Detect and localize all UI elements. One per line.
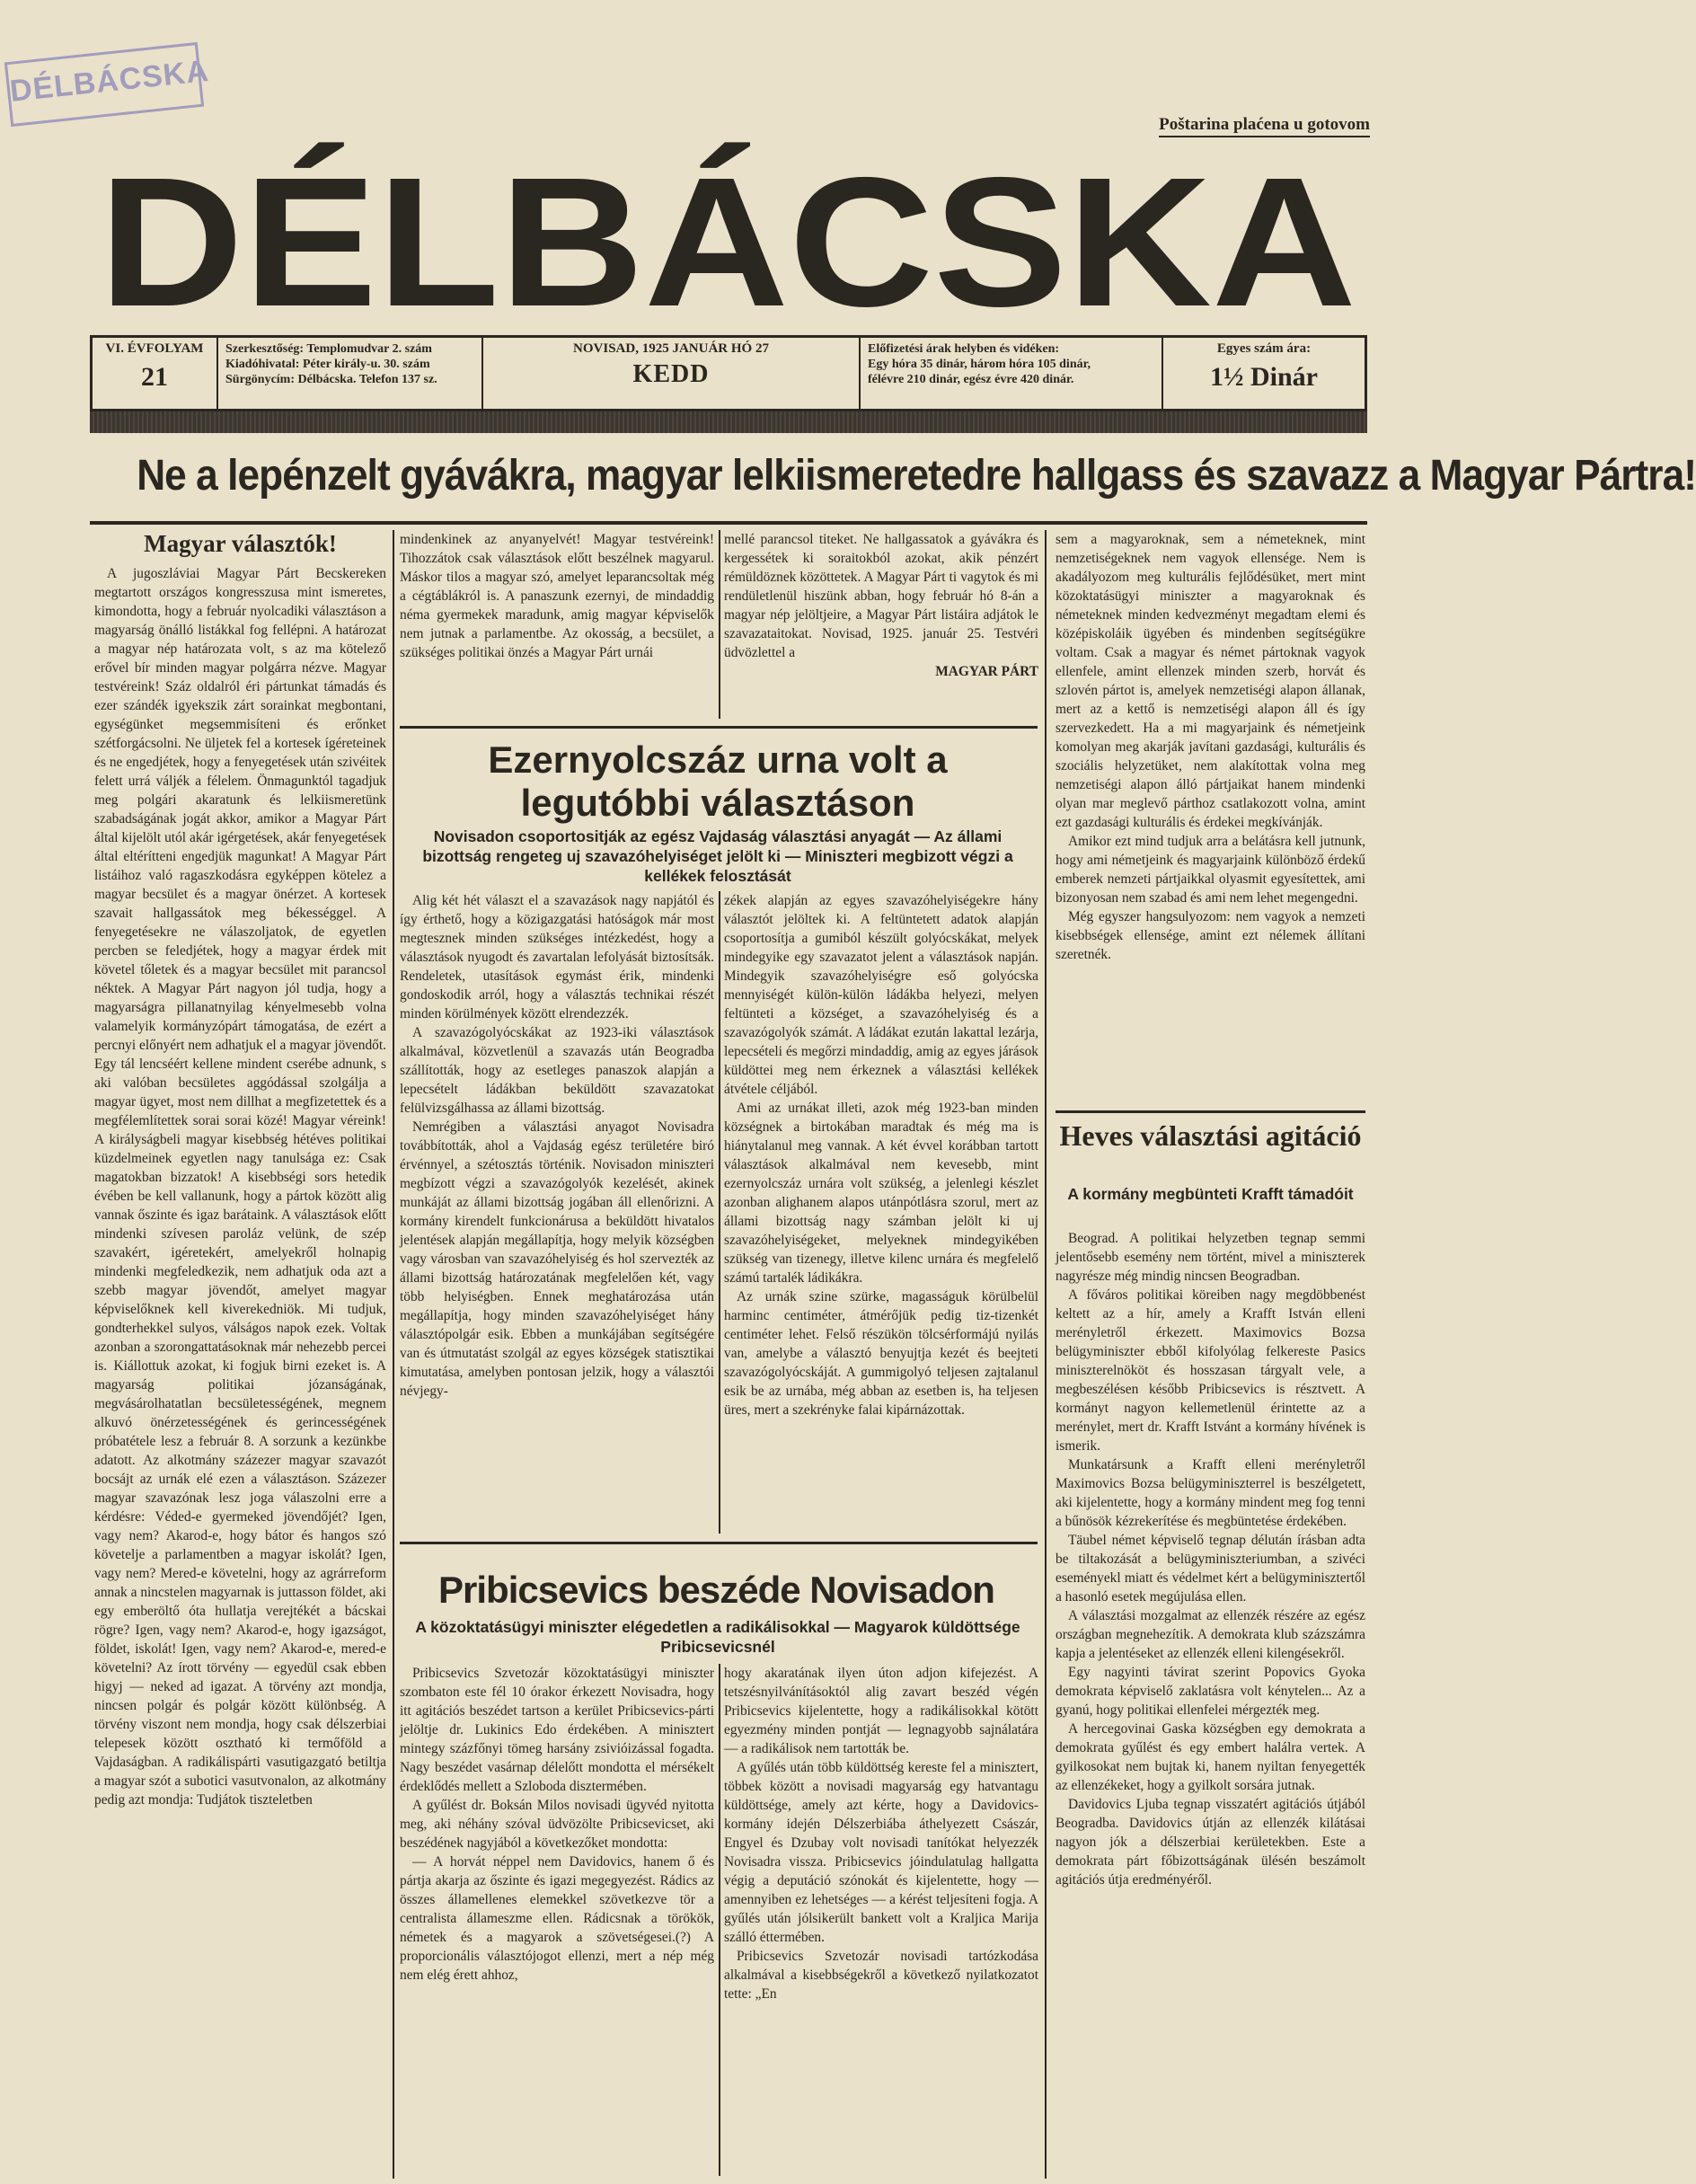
paragraph: A gyűlést dr. Boksán Milos novisadi ügyvéd nyitotta meg, aki néhány szóval üdvözölte Pribicsevicset, aki beszédének nagyjából a következőket mondotta: [400, 1798, 714, 1851]
column-divider [1045, 530, 1047, 2179]
headline-urna: Ezernyolcszáz urna volt a legutóbbi választáson [488, 738, 948, 824]
paragraph: A főváros politikai köreiben nagy megdöbbenést keltett az a hír, amely a Krafft István elleni merényletről érkezett. Maximovics Bozsa belügyminiszter ebből kifolyólag felkereste Pasics miniszterelnököt és hosszasan tárgyalt vele, a megbeszélésen később Pribicsevics is résztvett. A kormányt nagyon kellemetlenül érintette az a merénylet, mert dr. Krafft Istvánt a kormány hívének is ismerik. [1056, 1287, 1365, 1454]
article-heading-magyar-valasztok: Magyar választók! [144, 530, 337, 557]
subhead-urna: Novisadon csoportositják az egész Vajdaság választási anyagát — Az állami bizottság rengeteg uj szavazóhelyiséget jelölt ki — Miniszteri megbizott végzi a kellékek felosztását [422, 827, 1013, 885]
banner-slogan: Ne a lepénzelt gyávákra, magyar lelkiismeretedre hallgass és szavazz a Magyar Pártra! [137, 452, 1696, 500]
office-cell [218, 338, 483, 409]
paragraph: A jugoszláviai Magyar Párt Becskereken megtartott országos kongresszusa mint ismeretes, kimondotta, hogy a február nyolcadiki választáson a magyarság önálló listákkal fog fellépni. A határozat a magyar nép határozata volt, s az ma kötelező erővel bír minden magyar polgárra nézve. Magyar testvéreink! Száz oldalról éri pártunkat támadás és ezer szándék igyekszik zárt sorainkat megbontani, egységünket megsemmisíteni és erőnket szétforgácsolni. Ne üljetek fel a kortesek ígéreteinek és ne engedjétek, hogy a fenyegetések után szivéitek felett urrá váljék a félelem. Önmagunktól tagadjuk meg polgári akaratunk és lelkiismeretünk szabadságának jogát akkor, amikor a Magyar Párt által kijelölt utól akár igérgetések, akár fenyegetések által eltérítteni engedjük magunkat! A Magyar Párt listáihoz való ragaszkodásra egyképpen kötelez a magyar becsület és a magyar önérzet. A kortesek szavait hallgassátok meg békességgel. A fenyegetésekre ne válaszoljatok, de egyetlen percben se feledjétek, hogy a magyar érdek mit követel tőletek és a magyar becsület mit parancsol néktek. A Magyar Párt nagyon jól tudja, hogy a magyarságra pillanatnyilag kényelmesebb volna valamelyik kormányzópárt támogatása, de ezért a percnyi előnyért nem adhatjuk el a magyar jövendőt. Egy tál lencséért kellene mindent cserébe adnunk, s aki valóban becsületes aggódással szolgálja a magyar ügyet, most nem dillhat a megfizetettek és a megfélemlítettek sorai sorai közé! Magyar véreink! A királyságbeli magyar kisebbség hétéves politikai küzdelmeinek egyetlen nagy tanulsága ez: Csak magatokban bizzatok! A kisebbségi sors hetedik évében be kell vallanunk, hogy a pártok között alig vannak őszinte és igaz barátaink. A választások előtt mindenki szívesen paroláz velünk, de szép szavakért, igéretekért, amelyekről holnapig mindenki megfeledkezik, nem adhatjuk oda azt a szebb magyar jövendőt, amelyet magyar képviselőknek kell kiverekedniök. Mi tudjuk, gondterhekkel sulyos, válságos napok ezek. Voltak azonban a szorongattatásoknak már nehezebb percei is. Kiállottuk azokat, ki fogjuk birni ezeket is. A magyarság politikai józanságának, megvásárolhatatlan becsületességének, megnem alkuvó önérzetességének és gerincességének próbatétele lesz a február 8. A sorzunk a kezünkbe adatott. Az alkotmány százezer magyar szavazót bocsájt az urnák elé ezen a választáson. Százezer magyar szavazónak lesz joga válaszolni erre a kérdésre: Véded-e gyermeked jövendőjét? Igen, vagy nem? Akarod-e, hogy bátor és hangos szó követelje a parlamentben a magyar iskolát? Igen, vagy nem? Mered-e követelni, hogy az agrárreform annak a nincstelen magyarnak is juttasson földet, aki egy emberöltő óta hullatja verejtékét a bácskai rögre? Igen, vagy nem? Akarod-e, hogy igazságot, földet, iskolát! Igen, vagy nem? Akarod-e, mered-e követelni? Az írott törvény — egyedül csak ebben higyj — neked ad igazat. A törvény azt mondja, nincsen polgár és polgár között különbség. A törvény viszont nem mondja, hogy csak délszerbiai telepesek között osztható ki termőföld a Vajdaságban. A radikálispárti vasutigazgató betiltja a magyar szót a subotici vasutvonalon, az alkotmány pedig azt mondja: Tudjátok tiszteletben [94, 566, 386, 1808]
info-bar [90, 335, 1367, 411]
paragraph: Ami az urnákat illeti, azok még 1923-ban minden községnek a birtokában maradtak és még ma is hiánytalanul meg vannak. A két évvel korábban tartott választások alkalmával nem kevesebb, mint ezernyolcszáz urnára volt szükség, a jelenlegi készlet azonban alighanem alapos utánpótlásra szorul, mert az állami bizottság nagy számban jelölt ki uj szavazóhelyiségeket, melyeknek mindegyikében szükség van tizenegy, illetve kilenc urnára és megfelelő számú tartalék ládikákra. [724, 1101, 1038, 1286]
paragraph: Pribicsevics Szvetozár novisadi tartózkodása alkalmával a kisebbségekről a következő nyilatkozatot tette: „En [724, 1949, 1038, 2002]
price-cell [1163, 338, 1365, 409]
office-line: Kiadóhivatal: Péter király-u. 30. szám [225, 358, 430, 371]
postage-note: Poštarina plaćena u gotovom [1159, 115, 1370, 137]
headline-pribicsevics: Pribicsevics beszéde Novisadon [438, 1569, 994, 1611]
paragraph: A választási mozgalmat az ellenzék részére az egész országban megnehezítik. A demokrata klub százszámra kapja a jelentéseket az ellenzék elleni kilengésekről. [1056, 1608, 1365, 1661]
paragraph: Pribicsevics Szvetozár közoktatásügyi miniszter szombaton este fél 10 órakor érkezett Novisadra, hogy itt agitációs beszédet tartson a kerület Pribicsevics-párti jelöltje dr. Lukinics Edo érdekében. A minisztert mintegy százfőnyi tömeg harsány zsivióizással fogadta. Nagy beszédet vasárnap délelőtt mondotta el mérsékelt érdeklődés mellett a Szloboda disztermében. [400, 1666, 714, 1794]
paragraph: A szavazógolyócskákat az 1923-iki választások alkalmával, közvetlenül a szavazás után Beogradba szállították, hogy az esetleges panaszok alapján a lepecsételt ládákban beküldött szavazatokat felülvizsgálhassa az állami bizottság. [400, 1025, 714, 1116]
signature: MAGYAR PÁRT [935, 664, 1038, 679]
paragraph: mellé parancsol titeket. Ne hallgassatok a gyávákra és kergessétek ki soraitokból azokat, akik pénzért rémüldöznek közöttetek. A Magyar Párt ti vagytok és mi rendületlenül hiszünk abban, hogy február hó 8-án a magyar nép jelöltjeire, a Magyar Párt listáira adjátok le szavazataitokat. Novisad, 1925. január 25. Testvéri üdvözlettel a [724, 532, 1038, 660]
paragraph: Még egyszer hangsulyozom: nem vagyok a nemzeti kisebbségek ellensége, amint ezt nélemek állítani szeretnék. [1056, 909, 1365, 962]
masthead-text: DÉLBÁCSKA [99, 139, 1356, 345]
paragraph: — A horvát néppel nem Davidovics, hanem ő és pártja akarja az őszinte és igazi megegyezést. Rádics az összes államellenes elemekkel szövetkezve tör a centralista állameszme ellen. Rádicsnak a törökök, németek és a magyarok a szövetségesei.(?) A proporcionális választójogot ellenzi, mert a nép még nem elég érett ahhoz, [400, 1854, 714, 1983]
paragraph: Beograd. A politikai helyzetben tegnap semmi jelentősebb esemény nem történt, mivel a miniszterek nagyrésze még mindig nincsen Beogradban. [1056, 1231, 1365, 1284]
article-magyar-valasztok [94, 564, 386, 2177]
paragraph: A hercegovinai Gaska községben egy demokrata a demokrata gyűlést és egy embert halálra vertek. A gyilkosokat nem bujtak ki, hanem nyiltan fenyegették az ellenzékeket, hogy a gyilkolt sorsára jutnak. [1056, 1721, 1365, 1793]
paragraph: Alig két hét választ el a szavazások nagy napjától és így érthető, hogy a közigazgatási hatóságok már most megtesznek minden szükséges intézkedést, hogy a választások nyugodt és zavartalan lefolyását biztosítsák. Rendeletek, utasítások egymást érik, mindenki gondoskodik arról, hogy a választás technikai részét minden körülmények között elrendezzék. [400, 893, 714, 1021]
column-divider [719, 530, 720, 719]
weekday: KEDD [632, 360, 710, 388]
paragraph: sem a magyaroknak, sem a németeknek, mint nemzetiségeknek nem vagyok ellensége. Nem is akadályozom meg kulturális fejlődésüket, mert mint közoktatásügyi miniszter a magyaroknak és németeknek minden kedvezményt megadtam elemi és középiskoláik ügyében és mindenben segítségükre voltam. Csak a magyar és német pártoknak vagyok ellenfele, amint ellenzek minden szerb, horvát és szlovén pártot is, amelyek nemzetiségi alapon állanak, mert az a kettő is nemzetiségi alapon áll és így szervezkedett. Ha a mi magyarjaink és németjeink komolyan meg akarják javítani gazdasági, kulturális és szociális helyzetüket, nem alakítottak volna meg nemzetiségi alapon álló pártjaikat hanem mindenki olyan mar meglevő párthoz csatlakozott volna, amint ezt gazdasági kulturális és érdekei megkívánják. [1056, 532, 1365, 830]
paragraph: Amikor ezt mind tudjuk arra a belátásra kell jutnunk, hogy ami németjeink és magyarjaink különböző érdekű emberek nemzeti pártjaikkal olyasmit egyesítettek, ami bizonyosan nem szabad és ami nem lehet megengedni. [1056, 834, 1365, 906]
price-value: 1½ Dinár [1210, 362, 1318, 392]
section-divider [1056, 1110, 1365, 1113]
article-heves [1056, 1229, 1365, 2177]
office-line: Sürgönycím: Délbácska. Telefon 137 sz. [225, 373, 437, 386]
headline-heves: Heves választási agitáció [1059, 1119, 1362, 1152]
issue-number: 21 [141, 362, 168, 392]
subscription-line: félévre 210 dinár, egész évre 420 dinár. [868, 373, 1074, 386]
ornamental-rule [90, 411, 1367, 433]
office-line: Szerkesztőség: Templomudvar 2. szám [225, 342, 432, 356]
subhead-pribicsevics: A közoktatásügyi miniszter elégedetlen a radikálisokkal — Magyarok küldöttsége Pribicsevicsnél [415, 1618, 1020, 1656]
section-divider [400, 1542, 1038, 1544]
paragraph: Az urnák szine szürke, magasságuk körülbelül harminc centiméter, átmérőjük pedig tiz-tizenkét centiméter lehet. Felső részükön tölcsérformájú nyilás van, amelybe a választó benyujtja kezét és beejteti szavazógolyócskáját. A gummigolyó teljesen zajtalanul esik be az urnába, még abban az esetben is, ha teljesen üres, mert a szekrényke falai kipárnázottak. [724, 1289, 1038, 1418]
price-label: Egyes szám ára: [1216, 341, 1312, 356]
article-continuation-col4 [1056, 530, 1365, 1105]
library-stamp: DÉLBÁCSKA [4, 42, 204, 127]
subhead-heves: A kormány megbünteti Krafft támadóit [1067, 1185, 1354, 1203]
column-divider [719, 1664, 720, 2176]
divider [90, 521, 1367, 525]
paragraph: hogy akaratának ilyen úton adjon kifejezést. A tetszésnyilvánításoktól alig zavart beszéd végén Pribicsevics kijelentette, hogy a radikálisokkal kötött egyezmény minden pontját — legnagyobb sajnálatára — a radikálisok nem tartották be. [724, 1666, 1038, 1756]
paragraph: A gyűlés után több küldöttség kereste fel a minisztert, többek között a novisadi magyarság egy hatvantagu küldöttsége, amely azt kérte, hogy a Davidovics-kormány idején Délszerbiába áthelyezett Császár, Engyel és Dzubay volt novisadi tanítókat helyezzék Novisadra vissza. Pribicsevics jóindulatulag hallgatta végig a deputáció szónokát és kijelentette, hogy — amennyiben ez lehetséges — a kérést teljesíteni fogja. A gyűlés után jólsikerült bankett volt a Kraljica Marija szálló éttermében. [724, 1760, 1038, 1945]
volume-cell [93, 338, 218, 409]
article-continuation [724, 530, 1038, 719]
paragraph: Munkatársunk a Krafft elleni merényletről Maximovics Bozsa belügyminiszterrel is beszélgetett, aki kijelentette, hogy a kormány mindent meg fog tenni a bűnösök kézrekerítése és megbüntetése érdekében. [1056, 1457, 1365, 1529]
paragraph: Egy nagyinti távirat szerint Popovics Gyoka demokrata képviselő zaklatásra volt kénytelen... Az a gyanú, hogy politikai ellenfelei mérgezték meg. [1056, 1665, 1365, 1718]
date-cell [483, 338, 861, 409]
paragraph: zékek alapján az egyes szavazóhelyiségekre hány választót jelöltek ki. A feltüntetett adatok alapján csoportosítja a gumiból készült golyócskákat, melyek mindegyike egy szavazatot jelent a választások napján. Mindegyik szavazóhelyiségre eső golyócska mennyiségét külön-külön ládákba helyezi, melyen feltünteti a községet, a szavazóhelyiség és a szavazógolyók számát. A ládákat ezután lakattal lezárja, lepecsételi és megőrzi mindaddig, amig az egyes járások küldöttei meg nem érkeznek a választási kellékek átvétele céljából. [724, 893, 1038, 1097]
subscription-cell [861, 338, 1163, 409]
volume-label: VI. ÉVFOLYAM [105, 341, 204, 356]
masthead [90, 135, 1365, 345]
paragraph: Davidovics Ljuba tegnap visszatért agitációs útjából Beogradba. Davidovics útján az ellenzék kilátásai nagyon jók a délszerbiai kerületekben. Este a demokrata párt főbizottságának ülésén beszámolt agitációs útja eredményéről. [1056, 1797, 1365, 1888]
paragraph: Nemrégiben a választási anyagot Novisadra továbbították, ahol a Vajdaság egész területére biró érvénnyel, a szétosztás történik. Novisadon miniszteri megbízott végzi a szavazógolyók kezelését, akinek munkáját az állami bizottság jogában áll ellenőrizni. A kormány kirendelt funkcionárusa a beküldött hivatalos jelentések alapján megállapítja, hogy melyik községben vagy városban van szavazóhelyiség és hol szervezték az állami bizottság határozatának megfelelően két, vagy több helyiségben. Ennek meghatározása után megállapítja, hogy minden szavazóhelyiséget hány választópolgár esik. Ebben a munkájában segítségére van és útmutatást szolgál az egyes községek statisztikai kimutatása, amelyben pontosan jelzik, hogy a választói névjegy- [400, 1119, 714, 1399]
column-divider [393, 530, 394, 2179]
subscription-line: Előfizetési árak helyben és vidéken: [868, 342, 1060, 356]
article-pribicsevics-left [400, 1664, 714, 2176]
masthead-title [90, 135, 1365, 345]
paragraph: mindenkinek az anyanyelvét! Magyar testvéreink! Tihozzátok csak választások előtt beszélnek magyarul. Máskor tilos a magyar szó, amelyet leparancsoltak még a cégtáblákról is. A panaszunk ezernyi, de mindaddig néma gyermekek maradunk, amig magyar képviselők nem jutnak a parlamentbe. Az okosság, a becsület, a szükséges politikai önzés a Magyar Párt urnái [400, 532, 714, 660]
issue-date: NOVISAD, 1925 JANUÁR HÓ 27 [573, 341, 769, 356]
subscription-line: Egy hóra 35 dinár, három hóra 105 dinár, [868, 358, 1091, 371]
column-divider [719, 891, 720, 1534]
article-pribicsevics-right [724, 1664, 1038, 2176]
section-divider [400, 726, 1038, 729]
article-continuation [400, 530, 714, 719]
article-urna-left [400, 891, 714, 1534]
paragraph: Täubel német képviselő tegnap délután írásban adta be tiltakozását a belügyminiszteriumban, a szivéci eseményekl miatt és védelmet kért a belügyminisztertől a hasonló esetek megújulása ellen. [1056, 1533, 1365, 1605]
article-urna-right [724, 891, 1038, 1534]
